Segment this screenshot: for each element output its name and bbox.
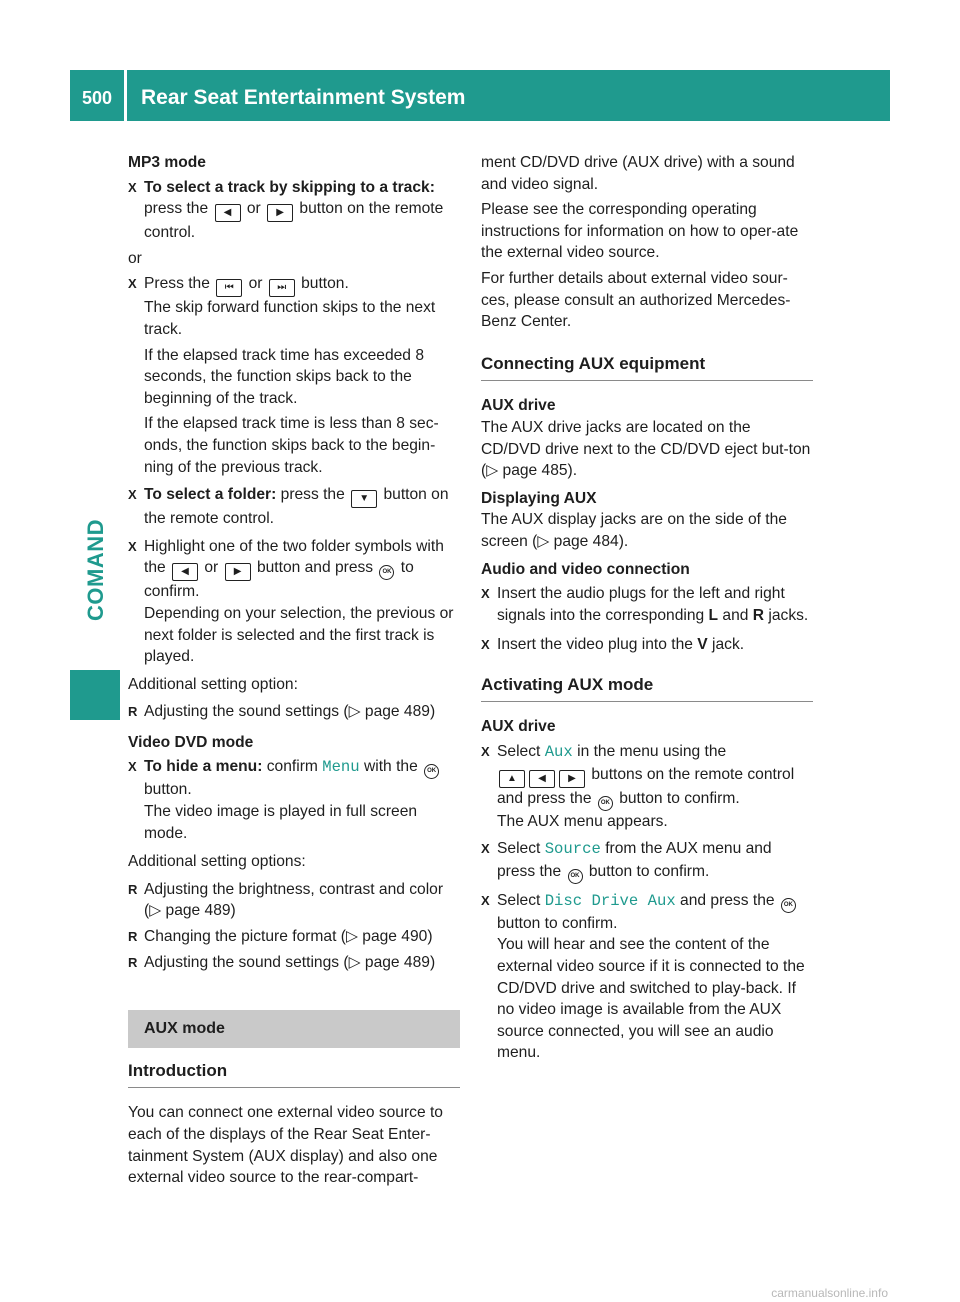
text: button. bbox=[301, 275, 349, 293]
text: from the AUX menu and press the bbox=[497, 840, 772, 880]
text: Highlight one of the two folder symbols with the bbox=[144, 537, 444, 577]
text: Adjusting the brightness, contrast and color (▷ page 489) bbox=[144, 880, 444, 920]
jack-label-l: L bbox=[708, 606, 719, 624]
text: button on the remote control. bbox=[144, 200, 444, 242]
step-marker-icon: X bbox=[128, 759, 137, 775]
text: press the bbox=[144, 200, 209, 218]
text: and bbox=[722, 606, 749, 624]
step-select-folder bbox=[128, 484, 460, 530]
ok-button-icon: OK bbox=[424, 764, 439, 779]
text: Select bbox=[497, 743, 541, 761]
step-marker-icon: X bbox=[128, 487, 137, 503]
text: Select bbox=[497, 891, 541, 909]
left-arrow-key-icon: ◀ bbox=[172, 563, 198, 581]
list-marker-icon: R bbox=[128, 954, 138, 970]
aux-drive-heading: AUX drive bbox=[481, 718, 556, 736]
down-arrow-key-icon: ▼ bbox=[351, 490, 377, 508]
additional-option-label: Additional setting option: bbox=[128, 675, 298, 693]
menu-item-text: Menu bbox=[322, 758, 360, 777]
introduction-text: You can connect one external video source to each of the displays of the Rear Seat Enter-tainment System (AUX display) and also one external video source to the rear-compart- bbox=[128, 1104, 443, 1187]
sidebar-marker-block bbox=[70, 670, 120, 720]
step-detail: The video image is played in full screen mode. bbox=[144, 803, 418, 842]
list-marker-icon: R bbox=[128, 881, 138, 897]
step-detail: Depending on your selection, the previous or next folder is selected and the first track is played. bbox=[144, 604, 454, 666]
sidebar-label-text: COMAND bbox=[83, 519, 108, 621]
text: to confirm. bbox=[144, 559, 414, 601]
list-item bbox=[128, 879, 460, 922]
left-arrow-key-icon: ◀ bbox=[215, 204, 241, 222]
continued-text: ment CD/DVD drive (AUX drive) with a sound and video signal. bbox=[481, 154, 795, 193]
video-heading: Video DVD mode bbox=[128, 733, 254, 751]
text: Adjusting the sound settings (▷ page 489) bbox=[144, 703, 436, 721]
step-detail: If the elapsed track time is less than 8 sec-onds, the function skips back to the begin-ning of the previous track. bbox=[144, 415, 439, 476]
text: or bbox=[246, 200, 261, 218]
text: Changing the picture format (▷ page 490) bbox=[144, 928, 433, 946]
ok-button-icon: OK bbox=[568, 869, 583, 884]
text: Insert the audio plugs for the left and right signals into the corresponding bbox=[497, 585, 785, 624]
step-select-aux bbox=[481, 741, 813, 832]
jack-label-r: R bbox=[752, 606, 765, 624]
step-press-skip bbox=[128, 273, 460, 478]
list-marker-icon: R bbox=[128, 929, 138, 945]
paragraph: Please see the corresponding operating instructions for information on how to oper-ate the external video source. bbox=[481, 201, 799, 262]
list-item bbox=[128, 701, 460, 723]
text: button to confirm. bbox=[619, 789, 740, 807]
text: button. bbox=[144, 781, 192, 799]
text: button and press bbox=[256, 559, 374, 577]
text: Insert the video plug into the bbox=[497, 636, 693, 654]
text: in the menu using the bbox=[577, 743, 727, 761]
right-arrow-key-icon: ▶ bbox=[225, 563, 251, 581]
step-skip-track bbox=[128, 177, 460, 244]
aux-drive-heading: AUX drive bbox=[481, 397, 556, 415]
step-hide-menu bbox=[128, 756, 460, 844]
step-marker-icon: X bbox=[481, 892, 490, 908]
text: jacks. bbox=[768, 606, 809, 624]
text: button to confirm. bbox=[497, 914, 618, 932]
step-marker-icon: X bbox=[128, 276, 137, 292]
step-marker-icon: X bbox=[128, 538, 137, 554]
page-number: 500 bbox=[82, 88, 113, 108]
displaying-aux-heading: Displaying AUX bbox=[481, 489, 597, 507]
text: buttons on the remote control and press the bbox=[497, 765, 795, 807]
paragraph: For further details about external video sour-ces, please consult an authorized Mercedes-Benz Center. bbox=[481, 269, 791, 331]
header-divider bbox=[124, 70, 127, 121]
additional-options-label: Additional setting options: bbox=[128, 853, 306, 871]
right-arrow-key-icon: ▶ bbox=[559, 770, 585, 788]
step-detail: The AUX menu appears. bbox=[497, 812, 668, 830]
text: jack. bbox=[712, 636, 745, 654]
page-title: Rear Seat Entertainment System bbox=[141, 86, 466, 109]
text: press the bbox=[280, 486, 345, 504]
text: Press the bbox=[144, 275, 210, 293]
activating-aux-heading: Activating AUX mode bbox=[481, 674, 813, 703]
skip-forward-key-icon: ⏭ bbox=[269, 279, 295, 297]
left-column bbox=[128, 152, 460, 1189]
footer-watermark: carmanualsonline.info bbox=[771, 1286, 888, 1300]
step-title: To select a track by skipping to a track: bbox=[144, 178, 435, 196]
sidebar-section-label bbox=[66, 470, 126, 670]
step-insert-audio bbox=[481, 583, 813, 626]
introduction-heading: Introduction bbox=[128, 1060, 460, 1089]
step-detail: If the elapsed track time has exceeded 8 seconds, the function skips back to the beginning of the track. bbox=[144, 346, 424, 407]
section-bar-aux-mode: AUX mode bbox=[128, 1010, 460, 1048]
step-title: To select a folder: bbox=[144, 486, 277, 504]
step-detail: The skip forward function skips to the next track. bbox=[144, 299, 436, 338]
text: button on the remote control. bbox=[144, 486, 449, 528]
step-marker-icon: X bbox=[481, 841, 490, 857]
jack-label-v: V bbox=[697, 636, 708, 654]
step-title: To hide a menu: bbox=[144, 758, 263, 776]
list-item bbox=[128, 952, 460, 974]
aux-drive-text: The AUX drive jacks are located on the CD/DVD drive next to the CD/DVD eject but-ton (▷ page 485). bbox=[481, 418, 811, 480]
left-arrow-key-icon: ◀ bbox=[529, 770, 555, 788]
step-marker-icon: X bbox=[481, 744, 490, 760]
step-select-disc-drive bbox=[481, 890, 813, 1064]
audio-video-heading: Audio and video connection bbox=[481, 560, 690, 578]
step-highlight-folder bbox=[128, 536, 460, 668]
skip-back-key-icon: ⏮ bbox=[216, 279, 242, 297]
ok-button-icon: OK bbox=[379, 565, 394, 580]
step-marker-icon: X bbox=[481, 586, 490, 602]
menu-item-text: Source bbox=[544, 840, 601, 859]
menu-item-text: Disc Drive Aux bbox=[544, 891, 676, 910]
text: Adjusting the sound settings (▷ page 489) bbox=[144, 953, 436, 971]
or-text: or bbox=[128, 249, 142, 267]
connecting-aux-heading: Connecting AUX equipment bbox=[481, 353, 813, 382]
step-marker-icon: X bbox=[128, 179, 137, 195]
text: with the bbox=[364, 758, 418, 776]
step-marker-icon: X bbox=[481, 637, 490, 653]
step-insert-video bbox=[481, 634, 813, 656]
up-arrow-key-icon: ▲ bbox=[499, 770, 525, 788]
mp3-heading: MP3 mode bbox=[128, 154, 206, 171]
list-item bbox=[128, 926, 460, 948]
displaying-aux-text: The AUX display jacks are on the side of the screen (▷ page 484). bbox=[481, 511, 787, 550]
ok-button-icon: OK bbox=[781, 898, 796, 913]
menu-item-text: Aux bbox=[544, 743, 573, 762]
text: confirm bbox=[266, 758, 318, 776]
step-detail: You will hear and see the content of the external video source if it is connected to the CD/DVD drive and switched to play-back. If no video image is available from the AUX source connected, you will see an audio menu. bbox=[497, 936, 805, 1062]
text: or bbox=[248, 275, 263, 293]
step-select-source bbox=[481, 838, 813, 884]
right-column bbox=[481, 152, 813, 1064]
text: Select bbox=[497, 840, 541, 858]
text: or bbox=[204, 559, 219, 577]
ok-button-icon: OK bbox=[598, 796, 613, 811]
text: and press the bbox=[680, 891, 775, 909]
list-marker-icon: R bbox=[128, 704, 138, 720]
text: button to confirm. bbox=[588, 862, 710, 880]
right-arrow-key-icon: ▶ bbox=[267, 204, 293, 222]
